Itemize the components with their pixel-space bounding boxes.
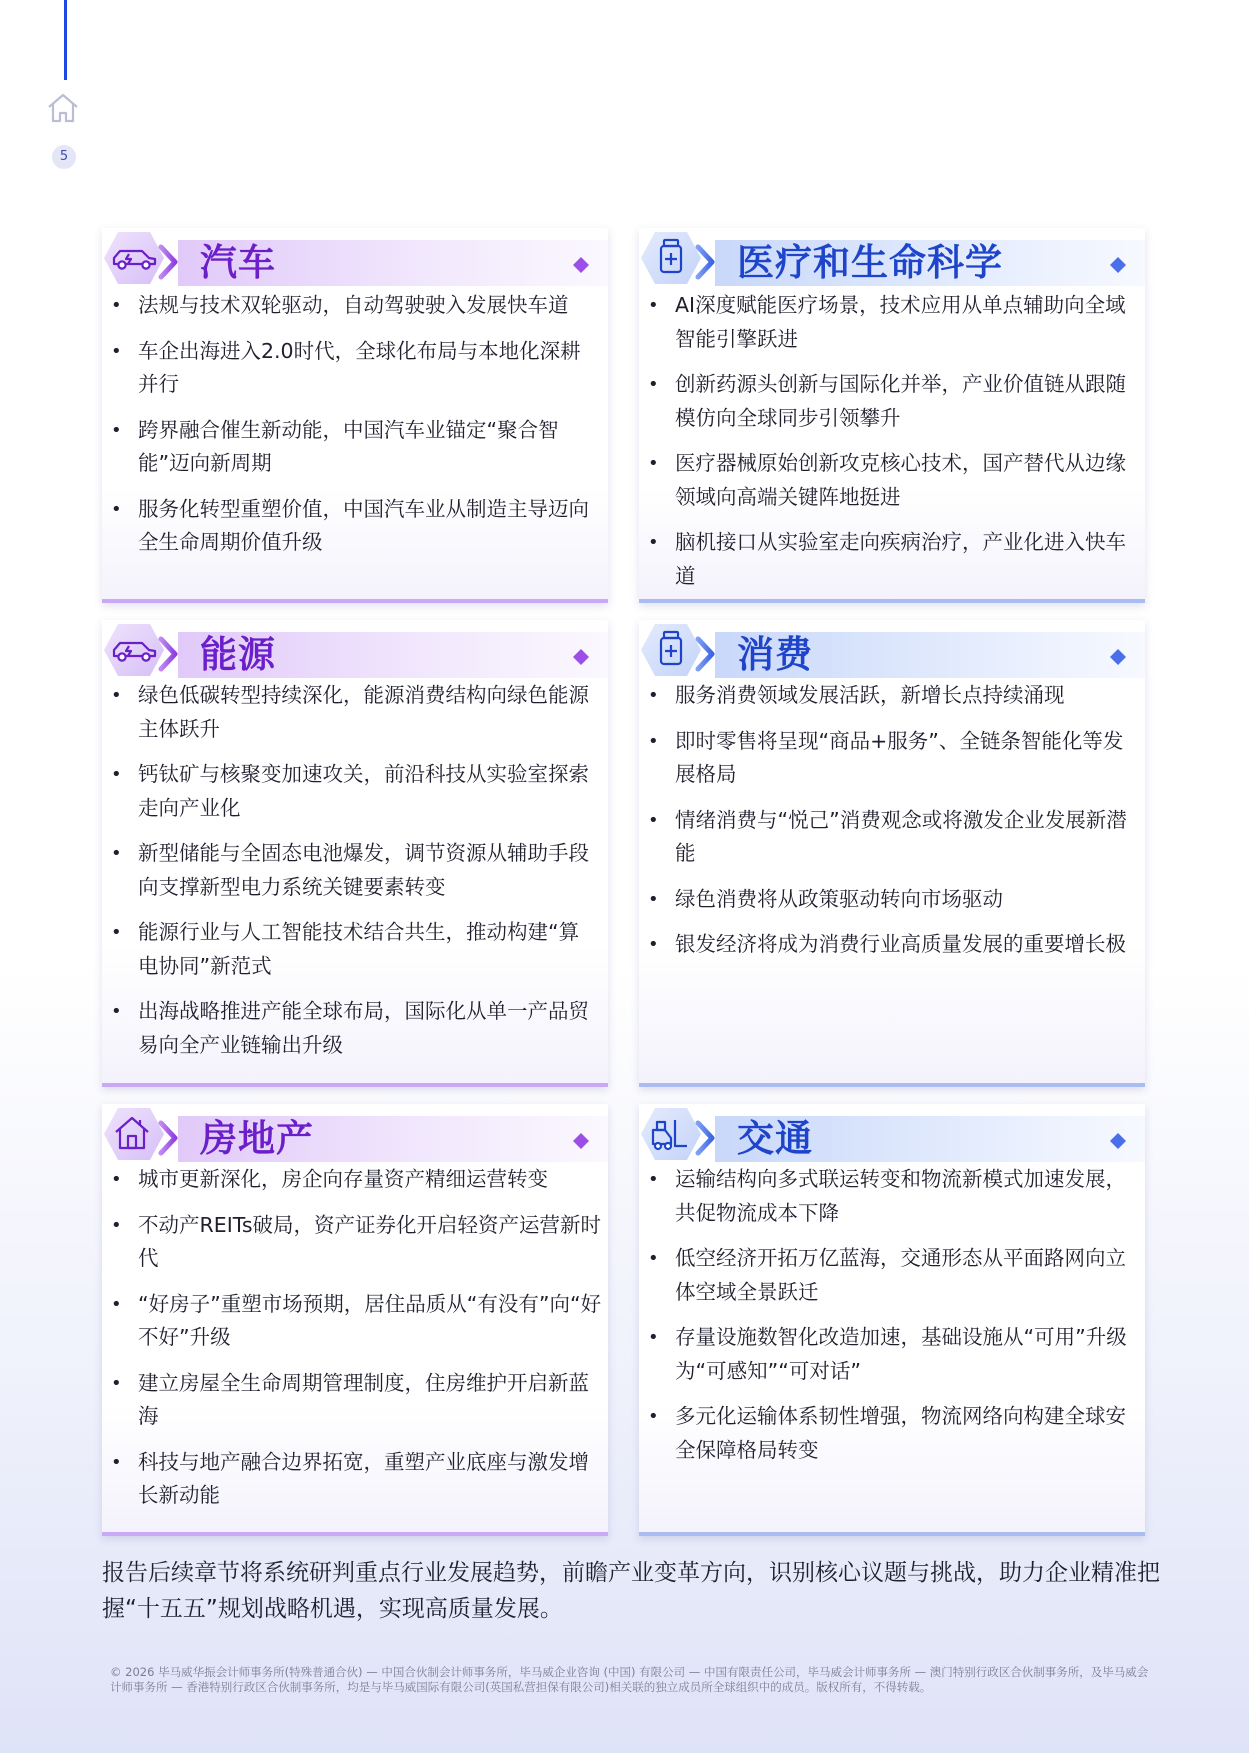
- list-item: • 存量设施数智化改造加速，基础设施从“可用”升级为“可感知”“可对话”: [639, 1321, 1139, 1388]
- list-item: • 跨界融合催生新动能，中国汽车业锚定“聚合智能”迈向新周期: [102, 414, 596, 481]
- list-item: • 脑机接口从实验室走向疾病治疗，产业化进入快车道: [639, 526, 1129, 593]
- section-title: 房地产: [200, 1117, 314, 1160]
- chevron-right-icon: [158, 636, 180, 672]
- section-card-health: [639, 228, 1145, 603]
- list-item: • 创新药源头创新与国际化并举，产业价值链从跟随模仿向全球同步引领攀升: [639, 368, 1129, 435]
- diamond-icon: [572, 1132, 590, 1150]
- diamond-icon: [1109, 256, 1127, 274]
- section-title: 交通: [737, 1117, 813, 1160]
- list-item: • AI深度赋能医疗场景，技术应用从单点辅助向全域智能引擎跃进: [639, 289, 1129, 356]
- list-item: • 绿色消费将从政策驱动转向市场驱动: [639, 883, 1129, 917]
- list-item: • 科技与地产融合边界拓宽，重塑产业底座与激发增长新动能: [102, 1446, 602, 1513]
- bullet-list: [639, 1163, 1139, 1479]
- section-card-energy: [102, 620, 608, 1087]
- diamond-icon: [572, 256, 590, 274]
- list-item: • 建立房屋全生命周期管理制度，住房维护开启新蓝海: [102, 1367, 602, 1434]
- list-item: • 钙钛矿与核聚变加速攻关，前沿科技从实验室探索走向产业化: [102, 758, 596, 825]
- hexagon-badge: [639, 228, 703, 288]
- section-title: 汽车: [200, 241, 276, 284]
- list-item: • 城市更新深化，房企向存量资产精细运营转变: [102, 1163, 602, 1197]
- diamond-icon: [1109, 648, 1127, 666]
- home-icon[interactable]: [45, 90, 81, 126]
- chevron-right-icon: [695, 636, 717, 672]
- list-item: • 多元化运输体系韧性增强，物流网络向构建全球安全保障格局转变: [639, 1400, 1139, 1467]
- list-item: • 低空经济开拓万亿蓝海，交通形态从平面路网向立体空域全景跃迁: [639, 1242, 1139, 1309]
- list-item: • “好房子”重塑市场预期，居住品质从“有没有”向“好不好”升级: [102, 1288, 602, 1355]
- list-item: • 银发经济将成为消费行业高质量发展的重要增长极: [639, 928, 1129, 962]
- diamond-icon: [572, 648, 590, 666]
- section-card-realestate: [102, 1104, 608, 1536]
- list-item: • 不动产REITs破局，资产证券化开启轻资产运营新时代: [102, 1209, 602, 1276]
- section-title: 医疗和生命科学: [737, 241, 1003, 284]
- list-item: • 法规与技术双轮驱动，自动驾驶驶入发展快车道: [102, 289, 596, 323]
- list-item: • 服务化转型重塑价值，中国汽车业从制造主导迈向全生命周期价值升级: [102, 493, 596, 560]
- list-item: • 新型储能与全固态电池爆发，调节资源从辅助手段向支撑新型电力系统关键要素转变: [102, 837, 596, 904]
- bullet-list: [102, 679, 596, 1074]
- list-item: • 医疗器械原始创新攻克核心技术，国产替代从边缘领域向高端关键阵地挺进: [639, 447, 1129, 514]
- list-item: • 运输结构向多式联运转变和物流新模式加速发展，共促物流成本下降: [639, 1163, 1139, 1230]
- diamond-icon: [1109, 1132, 1127, 1150]
- section-title: 消费: [737, 633, 813, 676]
- chevron-right-icon: [695, 244, 717, 280]
- hexagon-badge: [102, 620, 166, 680]
- bullet-list: [639, 289, 1129, 605]
- chevron-right-icon: [158, 1120, 180, 1156]
- list-item: • 车企出海进入2.0时代，全球化布局与本地化深耕并行: [102, 335, 596, 402]
- chevron-right-icon: [158, 244, 180, 280]
- hexagon-badge: [102, 228, 166, 288]
- bullet-list: [639, 679, 1129, 974]
- hexagon-badge: [639, 620, 703, 680]
- bullet-list: [102, 1163, 602, 1525]
- summary-paragraph: 报告后续章节将系统研判重点行业发展趋势，前瞻产业变革方向，识别核心议题与挑战，助力企业精准把握“十五五”规划战略机遇，实现高质量发展。: [102, 1560, 1160, 1622]
- list-item: • 能源行业与人工智能技术结合共生，推动构建“算电协同”新范式: [102, 916, 596, 983]
- page-number: 5: [52, 145, 76, 169]
- hexagon-badge: [639, 1104, 703, 1164]
- chevron-right-icon: [695, 1120, 717, 1156]
- list-item: • 出海战略推进产能全球布局，国际化从单一产品贸易向全产业链输出升级: [102, 995, 596, 1062]
- section-card-consumer: [639, 620, 1145, 1087]
- section-title: 能源: [200, 633, 276, 676]
- list-item: • 服务消费领域发展活跃，新增长点持续涌现: [639, 679, 1129, 713]
- list-item: • 即时零售将呈现“商品+服务”、全链条智能化等发展格局: [639, 725, 1129, 792]
- section-card-auto: [102, 228, 608, 603]
- list-item: • 绿色低碳转型持续深化，能源消费结构向绿色能源主体跃升: [102, 679, 596, 746]
- hexagon-badge: [102, 1104, 166, 1164]
- accent-line: [64, 0, 67, 80]
- list-item: • 情绪消费与“悦己”消费观念或将激发企业发展新潜能: [639, 804, 1129, 871]
- footer-copyright: © 2026 毕马威华振会计师事务所(特殊普通合伙) — 中国合伙制会计师事务所，毕马威企业咨询 (中国) 有限公司 — 中国有限责任公司，毕马威会计师事务所 — 澳门特别行政区合伙制事务所，及毕马威会计师事务所 — 香港特别行政区合伙制事务所，均是与毕马威国际有限公司(英国私营担保有限公司)相关联的独立成员所全球组织中的成员。版权所有，不得转载。: [110, 1665, 1149, 1694]
- section-card-transport: [639, 1104, 1145, 1536]
- bullet-list: [102, 289, 596, 572]
